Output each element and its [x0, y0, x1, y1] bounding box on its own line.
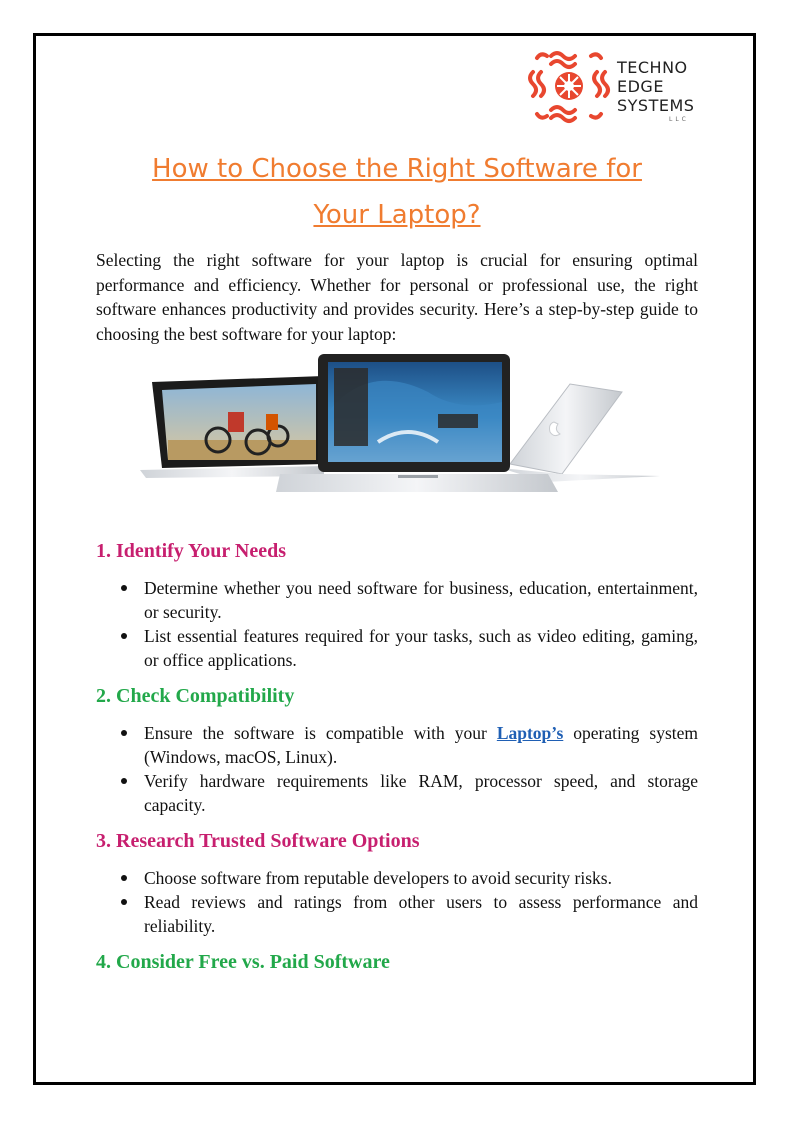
logo-wordmark: [617, 58, 694, 115]
logo-line-1: TECHNO: [617, 58, 688, 77]
section-heading-3: 3. Research Trusted Software Options: [96, 830, 420, 852]
title-line-2: Your Laptop?: [313, 200, 481, 230]
logo-suffix: LLC: [669, 116, 689, 123]
company-logo: [527, 44, 717, 128]
logo-line-2: EDGE: [617, 77, 664, 96]
right-laptop: [500, 384, 660, 482]
intro-paragraph: Selecting the right software for your laptop is crucial for ensuring optimal performance and efficiency. Whether for personal or professional use, the right software enhances productivity and provides security. Here’s a step-by-step guide to choosing the best software for your laptop:: [96, 250, 698, 344]
list-item-text-after: operating system (Windows, macOS, Linux).: [144, 723, 698, 767]
list-item: Verify hardware requirements like RAM, processor speed, and storage capacity.: [96, 769, 698, 817]
section-3-list: [96, 866, 698, 938]
logo-emblem-icon: [527, 44, 611, 128]
section-heading-2: 2. Check Compatibility: [96, 685, 295, 707]
section-heading-1: 1. Identify Your Needs: [96, 540, 287, 562]
list-item-text-before: Ensure the software is compatible with your: [144, 723, 497, 743]
list-item: Choose software from reputable developers to avoid security risks.: [96, 866, 698, 890]
section-2-list: [96, 721, 698, 817]
list-item: [96, 721, 698, 769]
page-title: [96, 146, 698, 238]
list-item: List essential features required for your tasks, such as video editing, gaming, or office applications.: [96, 624, 698, 672]
list-item: Read reviews and ratings from other users to assess performance and reliability.: [96, 890, 698, 938]
section-1-list: [96, 576, 698, 672]
logo-line-3: SYSTEMS: [617, 96, 695, 115]
list-item: Determine whether you need software for business, education, entertainment, or security.: [96, 576, 698, 624]
laptops-link[interactable]: Laptop’s: [496, 723, 564, 743]
title-line-1: How to Choose the Right Software for: [152, 154, 642, 184]
section-heading-4: 4. Consider Free vs. Paid Software: [96, 951, 390, 973]
laptops-image: [138, 352, 660, 500]
left-laptop: [140, 376, 324, 478]
